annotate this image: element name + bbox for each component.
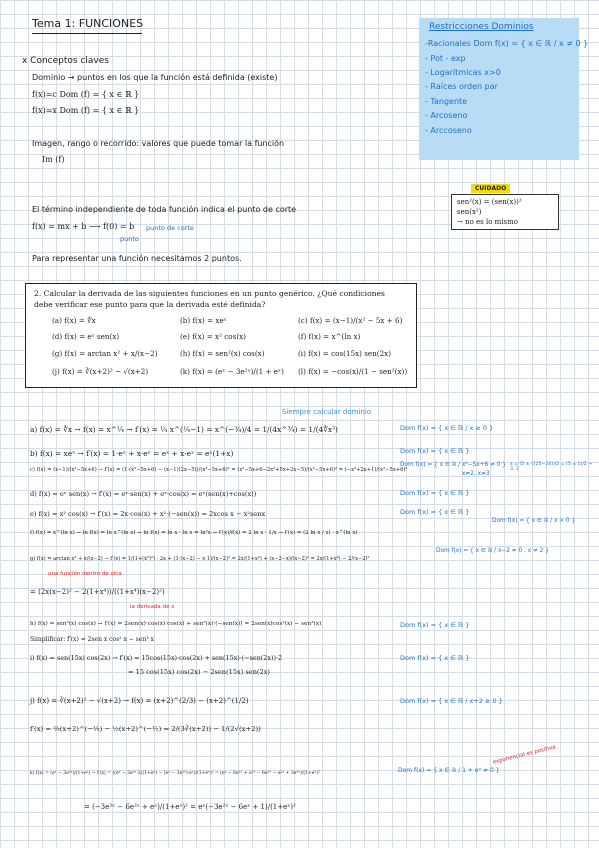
note-nested-function: una función dentro de otra — [48, 571, 122, 577]
caution-line-1: sen²(x) = (sen(x))² — [457, 198, 522, 206]
exercise-item-c: (c) f(x) = (x−1)/(x² − 5x + 6) — [298, 316, 403, 325]
domain-a: Dom f(x) = { x ∈ ℝ / x ≥ 0 } — [400, 424, 494, 432]
restriction-arccoseno: - Arccoseno — [425, 126, 472, 135]
restriction-racionales: -Racionales Dom f(x) = { x ∈ ℝ / x ≠ 0 } — [425, 39, 589, 48]
restriction-pot-exp: - Pot - exp — [425, 54, 466, 63]
title-underline — [32, 33, 142, 34]
exercise-item-f: (f) f(x) = x^(ln x) — [298, 332, 361, 341]
domain-c: Dom f(x) = { x ∈ ℝ / x²−5x+6 ≠ 0 } — [400, 462, 506, 468]
domain-h: Dom f(x) = { x ∈ ℝ } — [400, 621, 470, 629]
note-derivative-of-x: la derivada de x — [130, 604, 175, 610]
exercise-box — [25, 283, 417, 388]
exercise-item-i: (i) f(x) = cos(15x) sen(2x) — [298, 349, 392, 358]
exercise-item-h: (h) f(x) = sen²(x) cos(x) — [180, 349, 265, 358]
domain-k: Dom f(x) = { x ∈ ℝ / 1 + eˣ ≠ 0 } — [398, 767, 500, 774]
domain-f: Dom f(x) = { x ∈ ℝ / x > 0 } — [492, 518, 576, 524]
restriction-raices: - Raíces orden par — [425, 82, 498, 91]
solution-f: f) f(x) = x^(ln x) → ln f(x) = ln x^(ln x) → ln f(x) = ln x · ln x = ln²x → f′(x)/f(x) = 2 ln x · 1/x → f′(x) = (2 ln x / x) · x^(ln x) — [30, 530, 358, 536]
domain-c-side: x = (5 ± √(25−24))/2 = (5 ± 1)/2 → 3, 2 — [510, 462, 593, 472]
solution-h-simplified: Simplificar: f′(x) = 2sen x cos² x − sen³ x — [30, 636, 154, 643]
caution-line-2: sen(x²) — [457, 208, 482, 216]
exercise-item-k: (k) f(x) = (eˣ − 3e²ˣ)/(1 + eˣ) — [180, 367, 284, 376]
restriction-tangente: - Tangente — [425, 97, 468, 106]
intercept-note-2: punto — [120, 235, 139, 243]
exercise-item-j: (j) f(x) = ∛(x+2)² − √(x+2) — [52, 367, 149, 376]
solution-i-result: = 15 cos(15x) cos(2x) − 2sen(15x) sen(2x) — [128, 668, 270, 676]
solution-k-result: = (−3e³ˣ − 6e²ˣ + eˣ)/(1+eˣ)² = eˣ(−3e²ˣ − 6eˣ + 1)/(1+eˣ)² — [84, 803, 296, 811]
solution-b: b) f(x) = xeˣ → f′(x) = 1·eˣ + x·eˣ = eˣ + x·eˣ = eˣ(1+x) — [30, 449, 234, 458]
restrictions-title: Restricciones Dominios — [429, 22, 534, 32]
dominio-example-2: f(x)=x Dom (f) = { x ∈ ℝ } — [32, 106, 140, 115]
concepts-heading: x Conceptos claves — [22, 56, 109, 66]
intercept-note: punto de corte — [146, 224, 194, 232]
exercise-item-b: (b) f(x) = xeˣ — [180, 316, 227, 325]
caution-tag: CUIDADO — [471, 184, 510, 193]
exercise-item-g: (g) f(x) = arctan x² + x/(x−2) — [52, 349, 158, 358]
restrictions-note — [419, 18, 589, 160]
solution-g: g) f(x) = arctan x² + x/(x−2) → f′(x) = 1/(1+(x²)²) · 2x + (1·(x−2) − x·1)/(x−2)² = 2x/(1+x⁴) + (x−2−x)/(x−2)² = 2x/(1+x⁴) − 2/(x−2)² — [30, 556, 370, 562]
caution-line-3: → no es lo mismo — [457, 218, 518, 226]
domain-j: Dom f(x) = { x ∈ ℝ / x+2 ≥ 0 } — [400, 697, 503, 705]
exercise-statement: 2. Calcular la derivada de las siguientes funciones en un punto genérico. ¿Qué condiciones debe verificar ese punto para que la derivada esté definida? — [34, 289, 385, 309]
solution-a: a) f(x) = ∜x → f(x) = x^¼ → f′(x) = ¼ x^(¼−1) = x^(−¾)/4 = 1/(4x^¾) = 1/(4∜x³) — [30, 425, 338, 434]
dominio-definition: Dominio → puntos en los que la función está definida (existe) — [32, 73, 278, 82]
domain-i: Dom f(x) = { x ∈ ℝ } — [400, 654, 470, 662]
domain-c-roots: x≠2, x≠3 — [462, 471, 490, 477]
solution-d: d) f(x) = eˣ sen(x) → f′(x) = eˣ·sen(x) + eˣ·cos(x) = eˣ(sen(x)+cos(x)) — [30, 490, 257, 498]
domain-g: Dom f(x) = { x ∈ ℝ / x−2 ≠ 0 , x ≠ 2 } — [436, 548, 549, 554]
solution-c: c) f(x) = (x−1)/(x²−5x+6) → f′(x) = (1·(x²−5x+6) − (x−1)(2x−5))/(x²−5x+6)² = (x²−5x+6−2x²+5x+2x−5)/(x²−5x+6)² = (−x²+2x+1)/(x²−5x+6)² — [30, 467, 408, 473]
solution-j: j) f(x) = ∛(x+2)² − √(x+2) → f(x) = (x+2)^(2/3) − (x+2)^(1/2) — [30, 697, 249, 705]
two-points-note: Para representar una función necesitamos 2 puntos. — [32, 254, 242, 263]
intercept-text: El término independiente de toda función indica el punto de corte — [32, 205, 297, 214]
page-title: Tema 1: FUNCIONES — [32, 17, 144, 30]
caution-box — [451, 194, 559, 230]
solution-i: i) f(x) = sen(15x) cos(2x) → f′(x) = 15cos(15x)·cos(2x) + sen(15x)·(−sen(2x))·2 — [30, 654, 283, 662]
dominio-example-1: f(x)=c Dom (f) = { x ∈ ℝ } — [32, 90, 140, 99]
solution-k: k) f(x) = (eˣ − 3e²ˣ)/(1+eˣ) → f′(x) = ((eˣ − 3e²ˣ·2)(1+eˣ) − (eˣ − 3e²ˣ)·eˣ)/(1+eˣ)² = (eˣ − 6e²ˣ + e²ˣ − 6e³ˣ − e²ˣ + 3e³ˣ)/(1+eˣ)² — [30, 771, 320, 776]
exercise-item-l: (l) f(x) = −cos(x)/(1 − sen²(x)) — [298, 367, 408, 376]
domain-d: Dom f(x) = { x ∈ ℝ } — [400, 489, 470, 497]
restriction-logaritmicas: - Logarítmicas x>0 — [425, 68, 501, 77]
exercise-item-e: (e) f(x) = x² cos(x) — [180, 332, 246, 341]
note-exponential-positive: exponencial es positiva — [492, 744, 557, 766]
domain-e: Dom f(x) = { x ∈ ℝ } — [400, 508, 470, 516]
solution-e: e) f(x) = x² cos(x) → f′(x) = 2x·cos(x) + x²·(−sen(x)) = 2xcos x − x²senx — [30, 510, 266, 518]
intercept-formula: f(x) = mx + b ⟶ f(0) = b — [32, 222, 135, 231]
imagen-symbol: Im (f) — [42, 155, 65, 164]
exercise-item-a: (a) f(x) = ∜x — [52, 316, 96, 325]
solution-j-derivative: f′(x) = ⅔(x+2)^(−⅓) − ½(x+2)^(−½) = 2/(3∛(x+2)) − 1/(2√(x+2)) — [30, 725, 261, 733]
imagen-definition: Imagen, rango o recorrido: valores que puede tomar la función — [32, 139, 285, 148]
solution-h: h) f(x) = sen²(x) cos(x) → f′(x) = 2sen(x)·cos(x)·cos(x) + sen²(x)·(−sen(x)) = 2sen(x)cos²(x) − sen³(x) — [30, 621, 322, 627]
restriction-arcoseno: - Arcoseno — [425, 111, 468, 120]
domain-b: Dom f(x) = { x ∈ ℝ } — [400, 447, 470, 455]
note-always-domain: Siempre calcular dominio — [282, 408, 372, 416]
solution-g-result: = (2x(x−2)² − 2(1+x⁴))/((1+x⁴)(x−2)²) — [30, 588, 165, 596]
exercise-item-d: (d) f(x) = eˣ sen(x) — [52, 332, 120, 341]
